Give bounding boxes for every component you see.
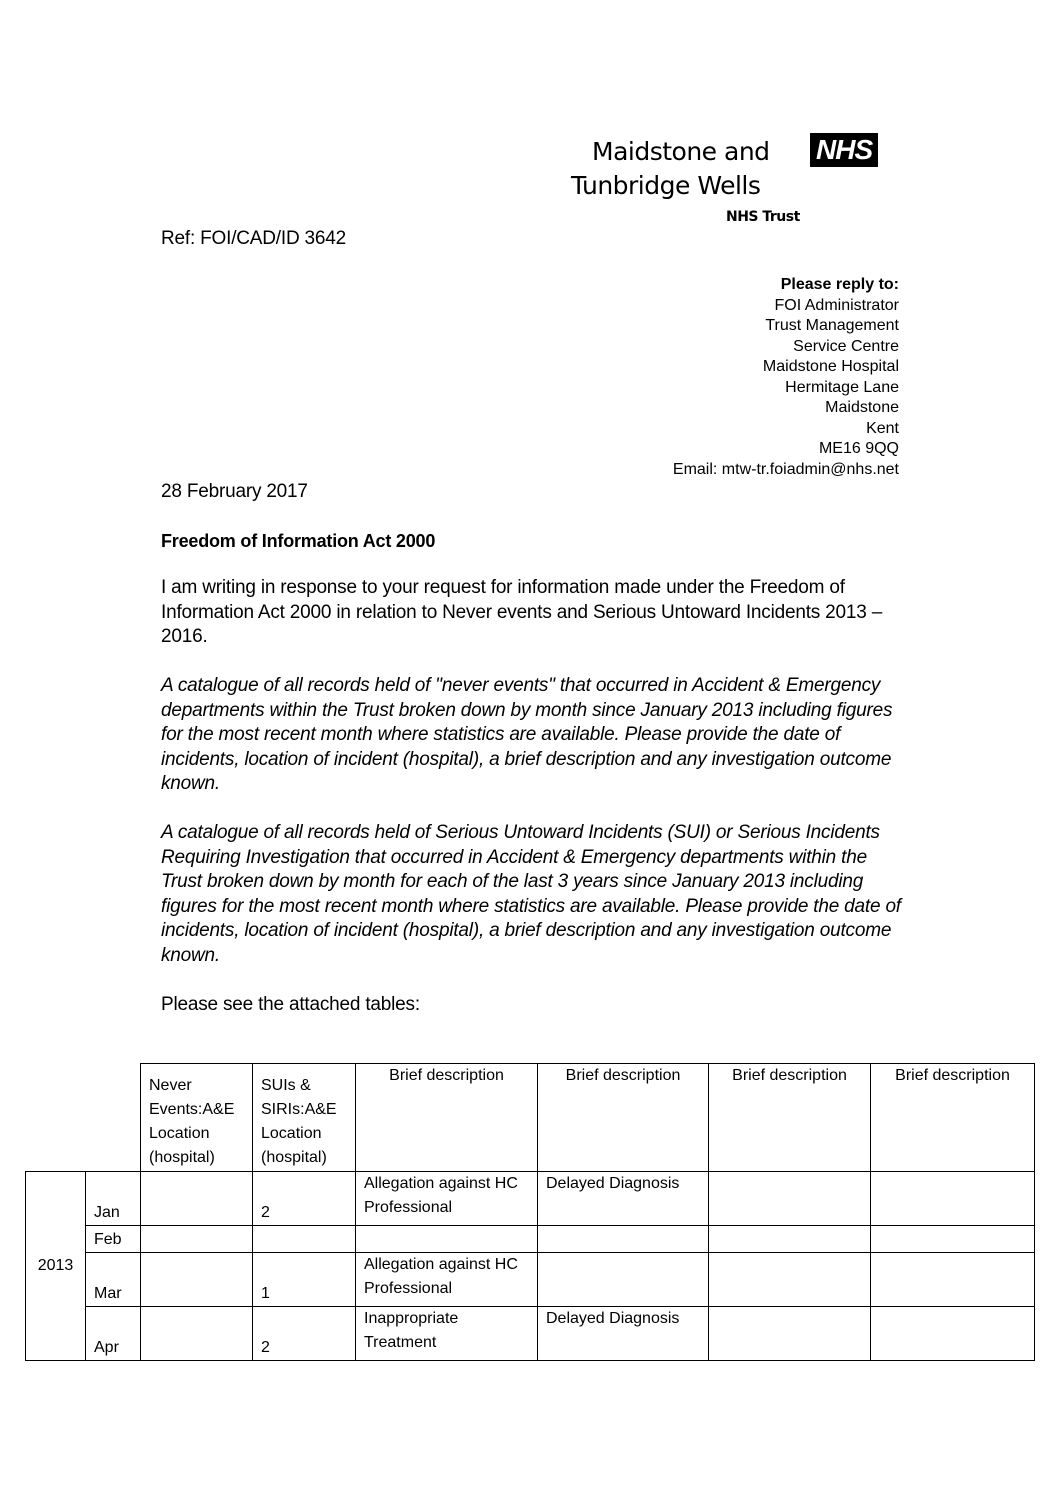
month-cell: Apr [86, 1307, 141, 1361]
description-cell [709, 1307, 871, 1361]
reply-address [673, 275, 899, 480]
header-never-events: Never Events:A&E Location (hospital) [141, 1064, 253, 1172]
address-line: FOI Administrator [774, 296, 899, 314]
address-line: Hermitage Lane [785, 378, 899, 396]
description-cell: Allegation against HC Professional [356, 1172, 538, 1226]
sui-count-cell: 1 [253, 1253, 356, 1307]
letter-date: 28 February 2017 [161, 481, 308, 502]
never-events-cell [141, 1172, 253, 1226]
table-row [26, 1253, 1035, 1307]
header-description-3: Brief description [709, 1064, 871, 1172]
description-cell [356, 1226, 538, 1253]
description-cell [871, 1226, 1035, 1253]
description-cell [871, 1253, 1035, 1307]
email-address: Email: mtw-tr.foiadmin@nhs.net [672, 460, 899, 478]
incidents-table [25, 1063, 1035, 1361]
header-description-1: Brief description [356, 1064, 538, 1172]
address-line: Service Centre [793, 337, 899, 355]
closing-line: Please see the attached tables: [161, 994, 420, 1015]
table-row [26, 1172, 1035, 1226]
never-events-cell [141, 1226, 253, 1253]
address-line: ME16 9QQ [818, 440, 899, 457]
sui-count-cell [253, 1226, 356, 1253]
description-cell: Delayed Diagnosis [538, 1307, 709, 1361]
sui-count-cell: 2 [253, 1307, 356, 1361]
description-cell: Allegation against HC Professional [356, 1253, 538, 1307]
intro-paragraph: I am writing in response to your request for information made under the Freedom of Information Act 2000 in relation to Never events and Serious Untoward Incidents 2013 – 2016. [161, 577, 883, 647]
description-cell [709, 1253, 871, 1307]
address-line: Kent [866, 419, 899, 437]
nhs-logo: NHS [810, 133, 878, 167]
reference-number: Ref: FOI/CAD/ID 3642 [161, 228, 347, 249]
month-cell: Mar [86, 1253, 141, 1307]
year-cell: 2013 [26, 1172, 86, 1361]
request-paragraph-2: A catalogue of all records held of Serious Untoward Incidents (SUI) or Serious Incidents Requiring Investigation that occurred in Accident & Emergency departments within the Trust broken down by month for each of the last 3 years since January 2013 including figures for the most recent month where statistics are available. Please provide the date of incidents, location of incident (hospital), a brief description and any investigation outcome known. [161, 822, 901, 966]
description-cell [871, 1307, 1035, 1361]
description-cell: Inappropriate Treatment [356, 1307, 538, 1361]
header-suis: SUIs & SIRIs:A&E Location (hospital) [253, 1064, 356, 1172]
address-line: Maidstone Hospital [762, 358, 899, 375]
request-paragraph-1: A catalogue of all records held of "never events" that occurred in Accident & Emergency departments within the Trust broken down by month since January 2013 including figures for the most recent month where statistics are available. Please provide the date of incidents, location of incident (hospital), a brief description and any investigation outcome known. [161, 675, 893, 794]
sui-count-cell: 2 [253, 1172, 356, 1226]
table-header-row [26, 1064, 1035, 1172]
description-cell [709, 1172, 871, 1226]
table-row [26, 1307, 1035, 1361]
reply-heading: Please reply to: [780, 276, 899, 293]
description-cell [538, 1226, 709, 1253]
header-description-4: Brief description [871, 1064, 1035, 1172]
description-cell [709, 1226, 871, 1253]
description-cell [871, 1172, 1035, 1226]
org-name-line1: Maidstone and [592, 137, 770, 166]
never-events-cell [141, 1253, 253, 1307]
org-name-line2: Tunbridge Wells [571, 171, 761, 200]
header-description-2: Brief description [538, 1064, 709, 1172]
description-cell [538, 1253, 709, 1307]
address-line: Maidstone [825, 399, 899, 416]
address-line: Trust Management [765, 317, 899, 334]
never-events-cell [141, 1307, 253, 1361]
description-cell: Delayed Diagnosis [538, 1172, 709, 1226]
month-cell: Jan [86, 1172, 141, 1226]
org-name-line3: NHS Trust [726, 209, 800, 225]
letter-subject: Freedom of Information Act 2000 [161, 531, 436, 551]
table-row [26, 1226, 1035, 1253]
month-cell: Feb [86, 1226, 141, 1253]
